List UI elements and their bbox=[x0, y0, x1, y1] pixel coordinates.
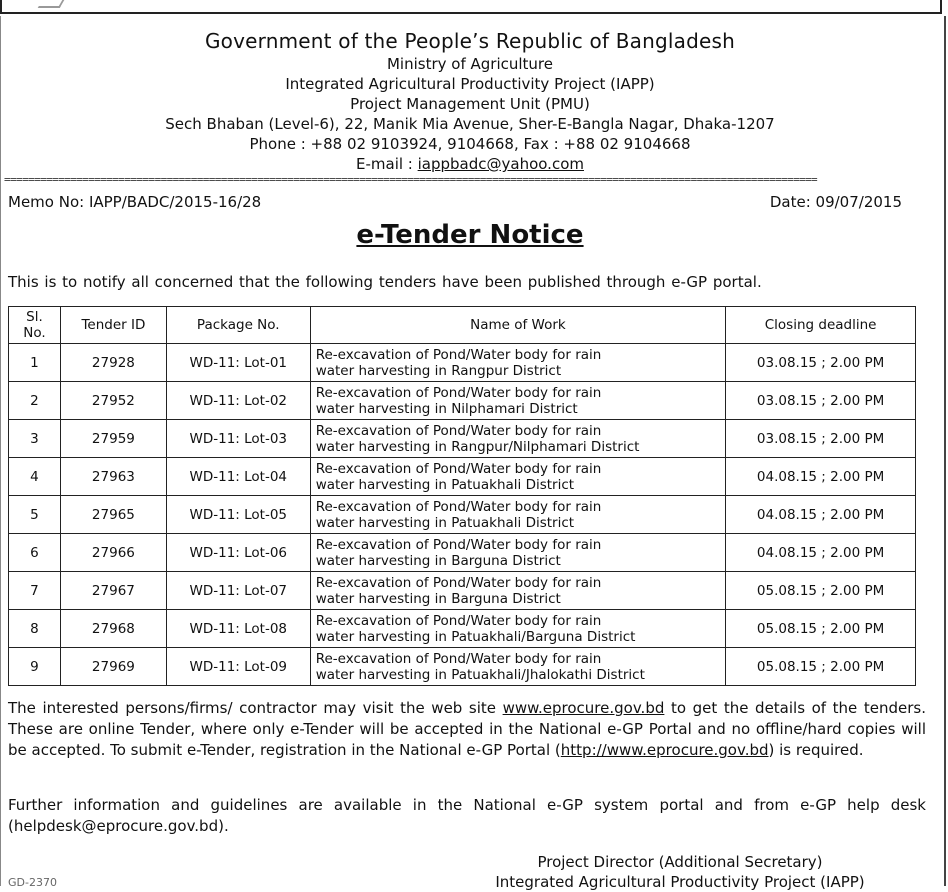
cell-work bbox=[310, 648, 726, 686]
header-sl: Sl. No. bbox=[9, 307, 61, 344]
para1-text-a: The interested persons/firms/ contractor may visit the web site bbox=[8, 699, 503, 717]
cell-tender-id: 27959 bbox=[60, 420, 166, 458]
cell-work bbox=[310, 496, 726, 534]
cell-tender-id: 27969 bbox=[60, 648, 166, 686]
work-line-1: Re-excavation of Pond/Water body for rain bbox=[315, 612, 602, 629]
cell-deadline: 04.08.15 ; 2.00 PM bbox=[726, 534, 916, 572]
table-row bbox=[9, 458, 916, 496]
table-row bbox=[9, 420, 916, 458]
header-tender-id: Tender ID bbox=[60, 307, 166, 344]
cell-sl: 6 bbox=[9, 534, 61, 572]
cell-work bbox=[310, 534, 726, 572]
cell-tender-id: 27968 bbox=[60, 610, 166, 648]
work-line-1: Re-excavation of Pond/Water body for rain bbox=[315, 498, 602, 515]
cell-work bbox=[310, 458, 726, 496]
right-border bbox=[944, 16, 946, 886]
cell-tender-id: 27952 bbox=[60, 382, 166, 420]
tender-table bbox=[8, 306, 916, 686]
scan-corner-mark bbox=[38, 0, 65, 8]
signature-block bbox=[430, 852, 930, 892]
intro-text: This is to notify all concerned that the following tenders have been published through e-GP portal. bbox=[8, 273, 762, 291]
notice-date: Date: 09/07/2015 bbox=[769, 193, 902, 211]
work-line-1: Re-excavation of Pond/Water body for rain bbox=[315, 574, 602, 591]
cell-sl: 2 bbox=[9, 382, 61, 420]
project-line: Integrated Agricultural Productivity Project (IAPP) bbox=[285, 75, 655, 93]
work-line-2: water harvesting in Barguna District bbox=[315, 552, 561, 569]
email-link[interactable]: iappbadc@yahoo.com bbox=[417, 155, 584, 173]
cell-deadline: 05.08.15 ; 2.00 PM bbox=[726, 572, 916, 610]
cell-package: WD-11: Lot-01 bbox=[166, 344, 310, 382]
table-row bbox=[9, 344, 916, 382]
unit-line: Project Management Unit (PMU) bbox=[350, 95, 590, 113]
top-frame bbox=[0, 0, 942, 14]
cell-deadline: 03.08.15 ; 2.00 PM bbox=[726, 420, 916, 458]
cell-sl: 9 bbox=[9, 648, 61, 686]
separator-line: ======================================================================================================================================= bbox=[4, 174, 818, 186]
phone-line: Phone : +88 02 9103924, 9104668, Fax : +88 02 9104668 bbox=[249, 135, 691, 153]
cell-package: WD-11: Lot-06 bbox=[166, 534, 310, 572]
work-line-1: Re-excavation of Pond/Water body for rain bbox=[315, 536, 602, 553]
cell-sl: 7 bbox=[9, 572, 61, 610]
cell-work bbox=[310, 420, 726, 458]
eprocure-link[interactable]: www.eprocure.gov.bd bbox=[502, 699, 665, 717]
cell-work bbox=[310, 610, 726, 648]
cell-sl: 4 bbox=[9, 458, 61, 496]
work-line-1: Re-excavation of Pond/Water body for rain bbox=[315, 346, 602, 363]
cell-package: WD-11: Lot-03 bbox=[166, 420, 310, 458]
work-line-2: water harvesting in Barguna District bbox=[315, 590, 561, 607]
ministry-line: Ministry of Agriculture bbox=[386, 55, 553, 73]
cell-deadline: 05.08.15 ; 2.00 PM bbox=[726, 648, 916, 686]
gd-number: GD-2370 bbox=[8, 876, 57, 889]
table-header-row bbox=[9, 307, 916, 344]
page-title: e-Tender Notice bbox=[356, 220, 584, 250]
work-line-1: Re-excavation of Pond/Water body for rain bbox=[315, 384, 602, 401]
cell-sl: 3 bbox=[9, 420, 61, 458]
details-paragraph bbox=[8, 698, 926, 761]
cell-tender-id: 27963 bbox=[60, 458, 166, 496]
cell-tender-id: 27928 bbox=[60, 344, 166, 382]
work-line-2: water harvesting in Patuakhali/Jhalokathi District bbox=[315, 666, 645, 683]
cell-work bbox=[310, 382, 726, 420]
work-line-2: water harvesting in Rangpur District bbox=[315, 362, 562, 379]
cell-work bbox=[310, 572, 726, 610]
eprocure-url-link[interactable]: http://www.eprocure.gov.bd bbox=[560, 741, 769, 759]
cell-deadline: 04.08.15 ; 2.00 PM bbox=[726, 496, 916, 534]
cell-deadline: 03.08.15 ; 2.00 PM bbox=[726, 382, 916, 420]
email-label: E-mail : bbox=[356, 155, 418, 173]
cell-package: WD-11: Lot-05 bbox=[166, 496, 310, 534]
cell-tender-id: 27966 bbox=[60, 534, 166, 572]
cell-package: WD-11: Lot-02 bbox=[166, 382, 310, 420]
cell-deadline: 04.08.15 ; 2.00 PM bbox=[726, 458, 916, 496]
header-package: Package No. bbox=[166, 307, 310, 344]
work-line-1: Re-excavation of Pond/Water body for rain bbox=[315, 460, 602, 477]
helpdesk-paragraph: Further information and guidelines are available in the National e-GP system portal and from e-GP help desk (helpdesk@eprocure.gov.bd). bbox=[8, 796, 926, 835]
cell-work bbox=[310, 344, 726, 382]
signature-project: Integrated Agricultural Productivity Project (IAPP) bbox=[495, 873, 865, 891]
letterhead bbox=[0, 28, 940, 174]
email-line bbox=[0, 154, 940, 174]
cell-package: WD-11: Lot-07 bbox=[166, 572, 310, 610]
memo-number: Memo No: IAPP/BADC/2015-16/28 bbox=[8, 193, 262, 211]
cell-sl: 1 bbox=[9, 344, 61, 382]
cell-package: WD-11: Lot-09 bbox=[166, 648, 310, 686]
work-line-2: water harvesting in Patuakhali/Barguna District bbox=[315, 628, 636, 645]
cell-deadline: 03.08.15 ; 2.00 PM bbox=[726, 344, 916, 382]
table-row bbox=[9, 648, 916, 686]
work-line-2: water harvesting in Rangpur/Nilphamari District bbox=[315, 438, 640, 455]
table-row bbox=[9, 382, 916, 420]
header-deadline: Closing deadline bbox=[726, 307, 916, 344]
signature-title: Project Director (Additional Secretary) bbox=[537, 853, 823, 871]
cell-tender-id: 27965 bbox=[60, 496, 166, 534]
table-row bbox=[9, 534, 916, 572]
cell-sl: 8 bbox=[9, 610, 61, 648]
table-row bbox=[9, 496, 916, 534]
government-heading: Government of the People’s Republic of Bangladesh bbox=[204, 29, 735, 53]
para1-text-b: to get the details of the tenders. These are online Tender, where only e-Tender will be accepted in the National e-GP Portal and no offline/hard copies will be accepted. To submit e-Tender, registration in the National e-GP Portal ( bbox=[8, 699, 926, 759]
cell-package: WD-11: Lot-04 bbox=[166, 458, 310, 496]
work-line-1: Re-excavation of Pond/Water body for rain bbox=[315, 422, 602, 439]
table-row bbox=[9, 610, 916, 648]
cell-deadline: 05.08.15 ; 2.00 PM bbox=[726, 610, 916, 648]
work-line-2: water harvesting in Patuakhali District bbox=[315, 514, 575, 531]
table-body bbox=[9, 344, 916, 686]
work-line-1: Re-excavation of Pond/Water body for rain bbox=[315, 650, 602, 667]
cell-sl: 5 bbox=[9, 496, 61, 534]
cell-package: WD-11: Lot-08 bbox=[166, 610, 310, 648]
work-line-2: water harvesting in Patuakhali District bbox=[315, 476, 575, 493]
header-work: Name of Work bbox=[310, 307, 726, 344]
para1-text-c: ) is required. bbox=[768, 741, 864, 759]
table-row bbox=[9, 572, 916, 610]
address-line: Sech Bhaban (Level-6), 22, Manik Mia Avenue, Sher-E-Bangla Nagar, Dhaka-1207 bbox=[165, 115, 775, 133]
cell-tender-id: 27967 bbox=[60, 572, 166, 610]
work-line-2: water harvesting in Nilphamari District bbox=[315, 400, 578, 417]
